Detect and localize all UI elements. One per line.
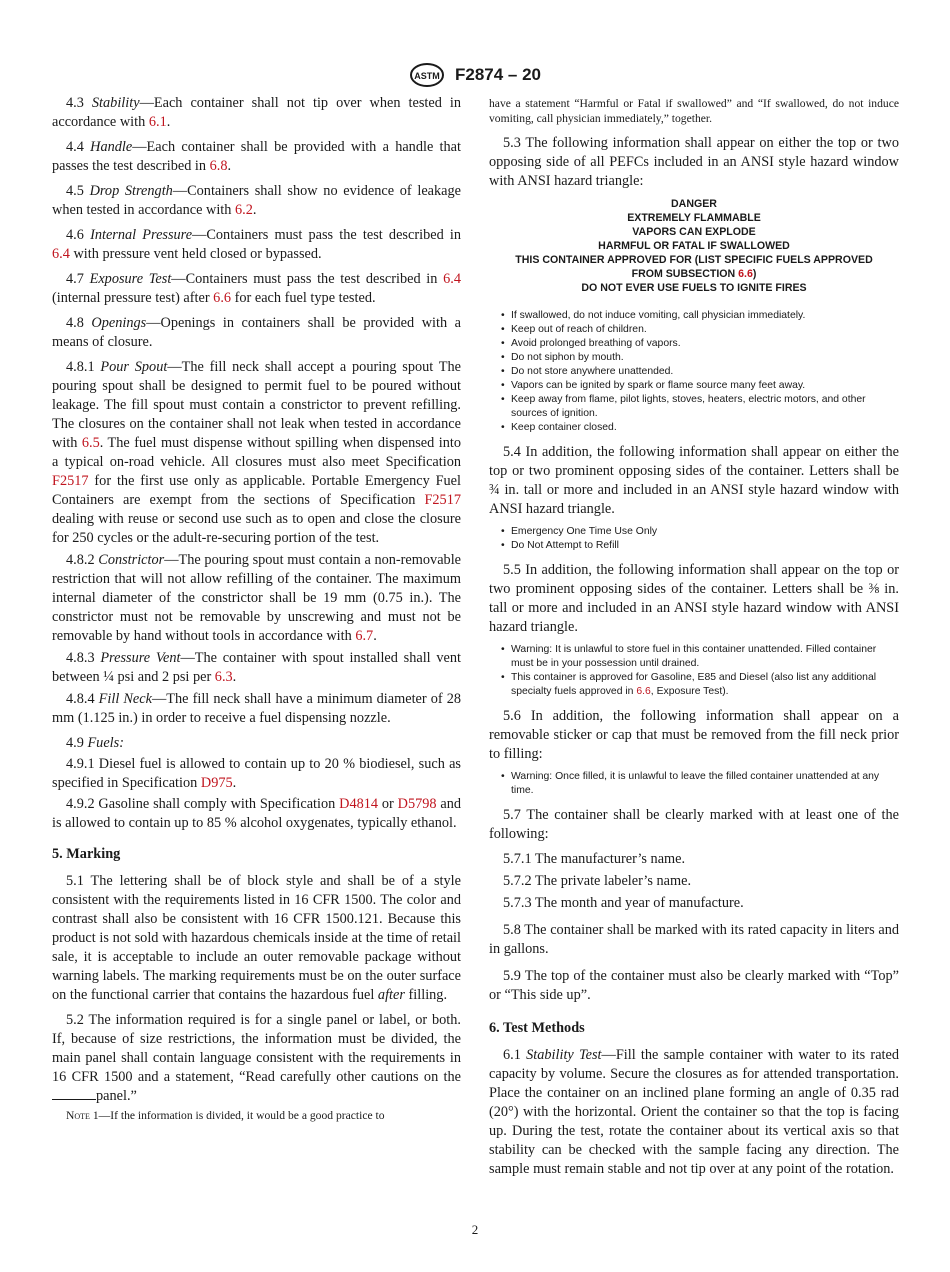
sticker-warning-list [489, 770, 899, 798]
paragraph-4-9: 4.9 Fuels: [66, 735, 124, 751]
right-column [489, 96, 899, 1185]
astm-logo-icon [409, 62, 445, 88]
paragraph-5-8: 5.8 The container shall be marked with its rated capacity in liters and in gallons. [489, 922, 899, 957]
list-item: • Keep container closed. [501, 421, 899, 435]
paragraph-4-9-2: 4.9.2 Gasoline shall comply with Specification D4814 or D5798 and is allowed to contain up to 85 % alcohol oxygenates, typically ethanol. [52, 796, 462, 831]
ref-6-6[interactable]: 6.6 [636, 686, 651, 697]
ref-6-6[interactable]: 6.6 [213, 290, 232, 306]
paragraph-4-8-4: 4.8.4 Fill Neck—The fill neck shall have a minimum diameter of 28 mm (1.125 in.) in order to receive a fuel dispensing nozzle. [52, 691, 462, 726]
list-item: • This container is approved for Gasoline, E85 and Diesel (also list any additional specialty fuels approved in 6.6, Exposure Test). [501, 671, 899, 699]
page-header [0, 62, 950, 92]
ref-d5798[interactable]: D5798 [397, 796, 437, 812]
svg-text:ASTM: ASTM [414, 71, 440, 81]
paragraph-4-4: 4.4 Handle—Each container shall be provided with a handle that passes the test described in 6.8. [52, 139, 461, 174]
paragraph-5-1: 5.1 The lettering shall be of block style and shall be of a style consistent with the requirements listed in 16 CFR 1500. The color and contrast shall also be consistent with 16 CFR 1500.121. Because this product is not sold with hazardous chemicals inside at the time of retail sale, it is acceptable to include an outer removable package without warning labels. The marking requirements must be on the outer surface on the functional carrier that contains the hazardous fuel after filling. [52, 873, 461, 1003]
ref-6-6[interactable]: 6.6 [738, 268, 753, 280]
document-designation: F2874 – 20 [454, 65, 541, 84]
list-item: • Vapors can be ignited by spark or flame source many feet away. [501, 379, 899, 393]
section-heading-marking: 5. Marking [52, 846, 121, 862]
section-heading-test-methods: 6. Test Methods [489, 1020, 585, 1036]
paragraph-4-8-3: 4.8.3 Pressure Vent—The container with spout installed shall vent between ¼ psi and 2 psi per 6.3. [52, 650, 461, 685]
ref-6-5[interactable]: 6.5 [81, 435, 100, 451]
list-item: • Warning: It is unlawful to store fuel in this container unattended. Filled container must be in your possession until drained. [501, 643, 899, 671]
ref-6-8[interactable]: 6.8 [209, 158, 228, 174]
list-item: • Do not store anywhere unattended. [501, 365, 899, 379]
note-1: Note 1—If the information is divided, it would be a good practice to [66, 1109, 385, 1122]
ref-f2517[interactable]: F2517 [52, 473, 89, 489]
paragraph-4-7: 4.7 Exposure Test—Containers must pass the test described in 6.4 (internal pressure test) after 6.6 for each fuel type tested. [52, 271, 462, 306]
paragraph-5-7-2: 5.7.2 The private labeler’s name. [503, 873, 692, 889]
ref-6-4[interactable]: 6.4 [52, 246, 70, 262]
list-item: • Avoid prolonged breathing of vapors. [501, 337, 899, 351]
ref-d4814[interactable]: D4814 [339, 796, 379, 812]
page-number: 2 [471, 1222, 479, 1237]
list-item: • Keep away from flame, pilot lights, stoves, heaters, electric motors, and other sources of ignition. [501, 393, 899, 421]
list-item: • Do Not Attempt to Refill [501, 539, 899, 553]
emergency-use-list [489, 525, 899, 553]
paragraph-5-2: 5.2 The information required is for a single panel or label, or both. If, because of size restrictions, the information must be divided, the main panel shall contain language consistent with the requirements in 16 CFR 1500 and a statement, “Read carefully other cautions on the panel.” [52, 1012, 461, 1104]
ref-f2517[interactable]: F2517 [424, 492, 461, 508]
list-item: • Do not siphon by mouth. [501, 351, 899, 365]
paragraph-4-9-1: 4.9.1 Diesel fuel is allowed to contain up to 20 % biodiesel, such as specified in Specification D975. [52, 756, 461, 791]
ref-6-2[interactable]: 6.2 [235, 202, 253, 218]
ref-6-7[interactable]: 6.7 [355, 628, 374, 644]
paragraph-5-5: 5.5 In addition, the following information shall appear on the top or two prominent opposing sides of the container. Letters shall be ⅜ in. tall or more and included in an ANSI style hazard window with ANSI hazard triangle. [489, 562, 899, 635]
storage-warning-list [489, 643, 899, 699]
paragraph-5-7-3: 5.7.3 The month and year of manufacture. [503, 895, 744, 911]
list-item: • If swallowed, do not induce vomiting, call physician immediately. [501, 309, 899, 323]
list-item: • Keep out of reach of children. [501, 323, 899, 337]
paragraph-4-8-2: 4.8.2 Constrictor—The pouring spout must contain a non-removable restriction that will not allow refilling of the container. The maximum internal diameter of the constrictor shall be 19 mm (0.75 in.). The constrictor must not be removable by unscrewing and must not be removable by hand without tools in accordance with 6.7. [52, 552, 462, 644]
note-1-continued: have a statement “Harmful or Fatal if swallowed” and “If swallowed, do not induce vomiting, call physician immediately,” together. [489, 97, 899, 125]
blank-line [52, 1087, 96, 1100]
paragraph-4-8-1: 4.8.1 Pour Spout—The fill neck shall accept a pouring spout The pouring spout shall be designed to permit fuel to be poured without leakage. The fill spout must contain a constrictor to prevent refilling. The closures on the container shall not leak when tested in accordance with 6.5. The fuel must dispense without spilling when dispensed into a typical on-road vehicle. All closures must also meet Specification F2517 for the first use only as applicable. Portable Emergency Fuel Containers are exempt from the sections of Specification F2517 dealing with reuse or second use such as to open and close the closure for 250 cycles or the adult-re-securing portion of the test. [52, 359, 461, 546]
paragraph-5-4: 5.4 In addition, the following information shall appear on either the top or two prominent opposing sides of the container. Letters shall be ¾ in. tall or more and included in an ANSI style hazard window with ANSI hazard triangle. [489, 444, 899, 517]
paragraph-5-7: 5.7 The container shall be clearly marked with at least one of the following: [489, 807, 899, 842]
cautions-list [489, 309, 899, 435]
left-column [52, 94, 461, 1129]
paragraph-4-5: 4.5 Drop Strength—Containers shall show no evidence of leakage when tested in accordance with 6.2. [52, 183, 462, 218]
paragraph-4-8: 4.8 Openings—Openings in containers shall be provided with a means of closure. [52, 315, 461, 350]
paragraph-4-6: 4.6 Internal Pressure—Containers must pass the test described in 6.4 with pressure vent held closed or bypassed. [52, 227, 462, 262]
list-item: • Warning: Once filled, it is unlawful to leave the filled container unattended at any time. [501, 770, 899, 798]
ref-6-1[interactable]: 6.1 [148, 114, 167, 130]
ref-d975[interactable]: D975 [200, 775, 233, 791]
hazard-warning-block: DANGER EXTREMELY FLAMMABLE VAPORS CAN EXPLODE HARMFUL OR FATAL IF SWALLOWED THIS CONTAINER APPROVED FOR (LIST SPECIFIC FUELS APPROVED FROM SUBSECTION 6.6) DO NOT EVER USE FUELS TO IGNITE FIRES [515, 198, 873, 294]
paragraph-6-1: 6.1 Stability Test—Fill the sample container with water to its rated capacity by volume. Secure the closures as for attended transportation. Place the container on an inclined plane forming an angle of 0.35 rad (20°) with the horizontal. Orient the container so that the top is facing up. During the test, rotate the container about its vertical axis so that stability can be checked with the sample facing any direction. The sample must remain stable and not tip over at any point of the rotation. [489, 1047, 900, 1177]
paragraph-5-6: 5.6 In addition, the following information shall appear on a removable sticker or cap that must be removed from the fill neck prior to filling: [489, 708, 899, 762]
paragraph-5-9: 5.9 The top of the container must also be clearly marked with “Top” or “This side up”. [489, 968, 899, 1003]
paragraph-5-7-1: 5.7.1 The manufacturer’s name. [503, 851, 686, 867]
paragraph-4-3: 4.3 Stability—Each container shall not tip over when tested in accordance with 6.1. [52, 95, 461, 130]
paragraph-5-3: 5.3 The following information shall appear on either the top or two opposing side of all PEFCs included in an ANSI style hazard window with ANSI hazard triangle: [489, 135, 899, 189]
ref-6-3[interactable]: 6.3 [214, 669, 233, 685]
ref-6-4[interactable]: 6.4 [443, 271, 462, 287]
list-item: • Emergency One Time Use Only [501, 525, 899, 539]
